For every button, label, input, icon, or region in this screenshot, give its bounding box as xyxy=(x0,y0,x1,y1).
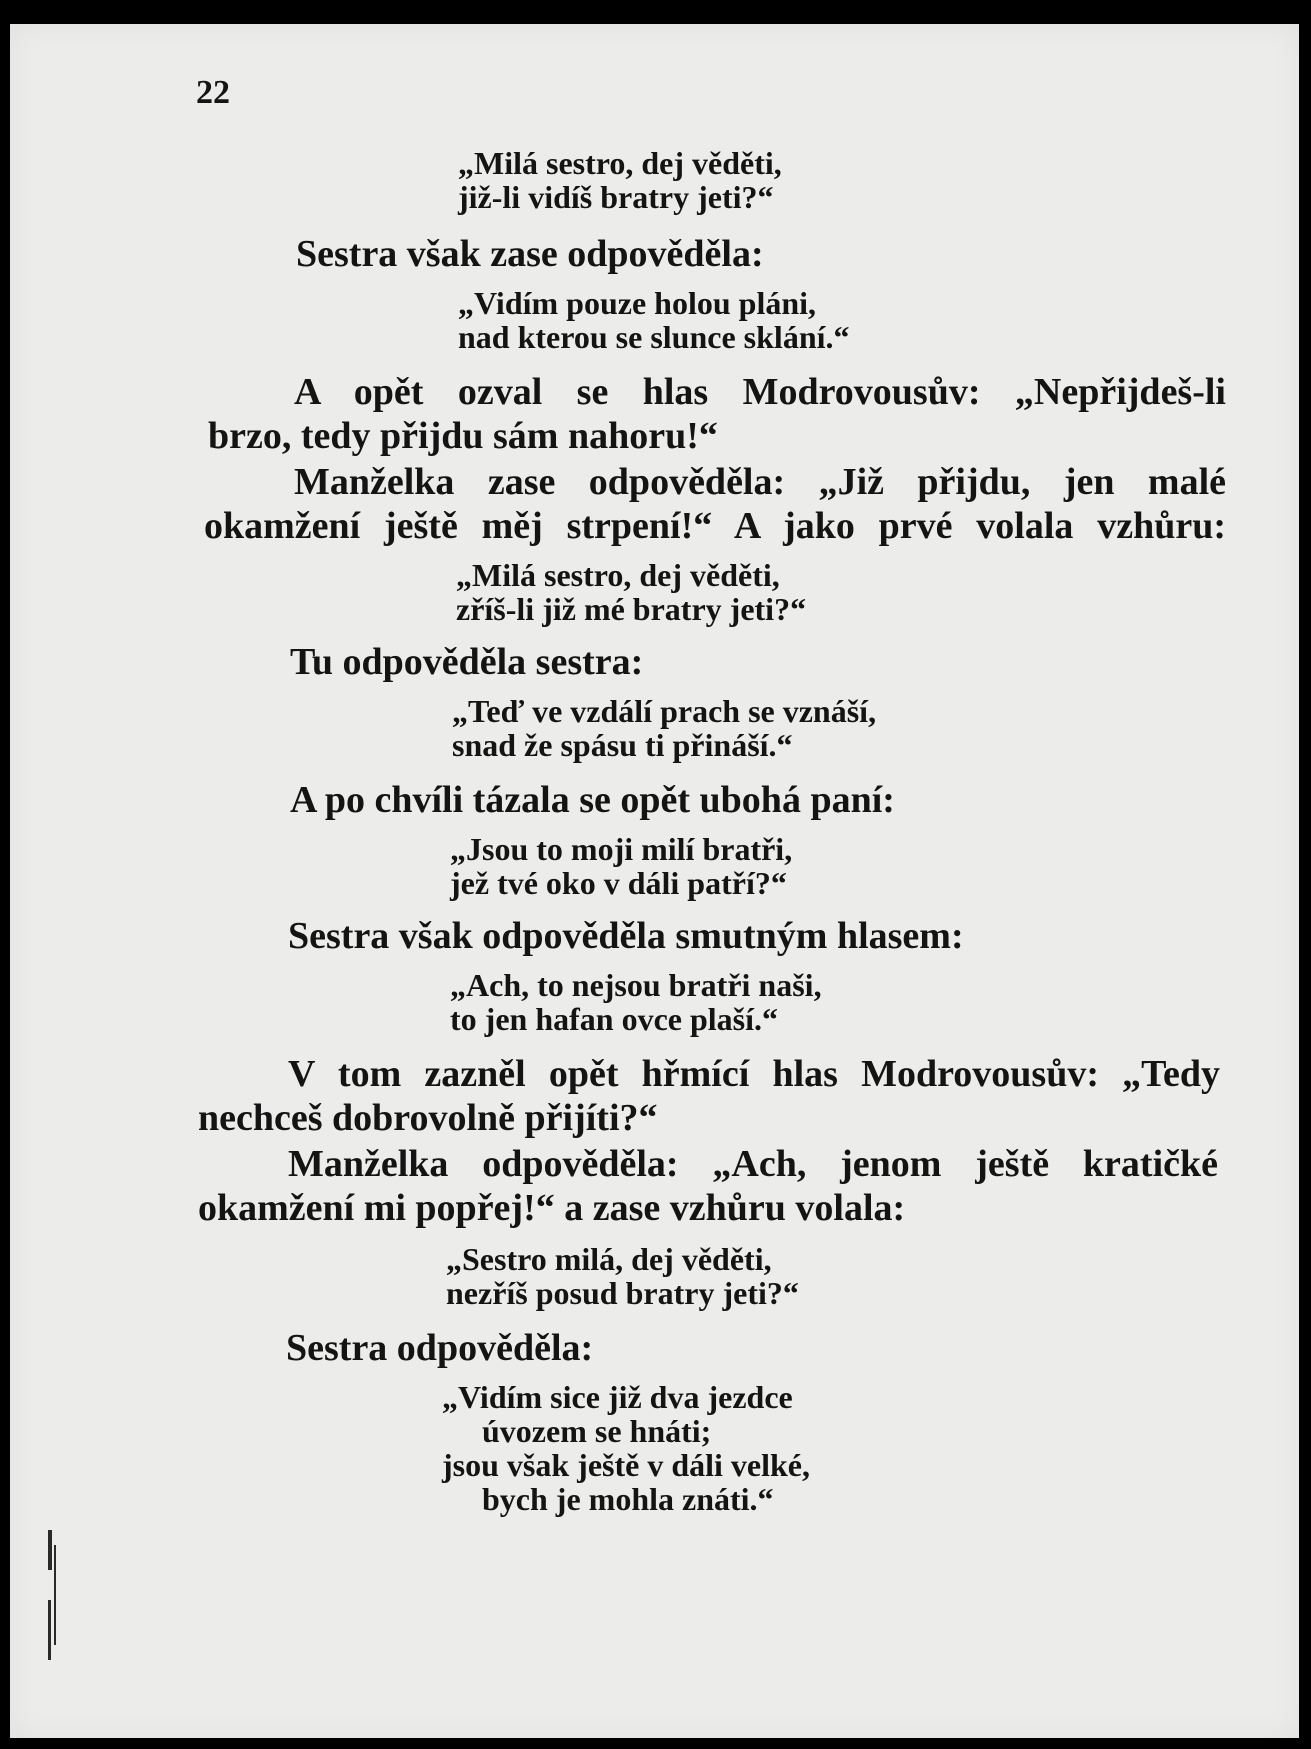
verse-line: „Vidím pouze holou pláni, xyxy=(458,285,817,321)
paragraph-8-line-1 xyxy=(288,1142,1218,1186)
paragraph-6 xyxy=(288,914,964,958)
prose-line: Sestra však odpověděla smutným hlasem: xyxy=(288,915,964,957)
scan-artifact-mark xyxy=(54,1545,56,1645)
verse-line: zříš-li již mé bratry jeti?“ xyxy=(456,591,807,627)
verse-line: bych je mohla znáti.“ xyxy=(482,1481,774,1517)
paragraph-3-line-2 xyxy=(204,504,1226,548)
verse-line: „Milá sestro, dej věděti, xyxy=(458,145,782,181)
paragraph-8-line-2 xyxy=(198,1186,905,1230)
page-number: 22 xyxy=(196,74,230,111)
verse-7 xyxy=(446,1242,799,1310)
verse-line: „Ach, to nejsou bratři naši, xyxy=(450,967,822,1003)
verse-line: „Jsou to moji milí bratři, xyxy=(450,831,793,867)
verse-line: snad že spásu ti přináší.“ xyxy=(452,727,793,763)
verse-line: nad kterou se slunce sklání.“ xyxy=(458,319,850,355)
paragraph-1 xyxy=(296,232,764,276)
paragraph-2-line-1 xyxy=(294,370,1226,414)
prose-line: Tu odpověděla sestra: xyxy=(290,641,644,683)
prose-line: A opět ozval se hlas Modrovousův: „Nepřijdeš-li xyxy=(294,371,1226,413)
verse-line: „Milá sestro, dej věděti, xyxy=(456,557,780,593)
prose-line: Sestra však zase odpověděla: xyxy=(296,233,764,275)
verse-1 xyxy=(458,146,782,214)
verse-line: to jen hafan ovce plaší.“ xyxy=(450,1001,778,1037)
paragraph-9 xyxy=(286,1326,593,1370)
verse-line: „Vidím sice již dva jezdce xyxy=(442,1379,793,1415)
prose-line: V tom zazněl opět hřmící hlas Modrovousův: „Tedy xyxy=(288,1053,1220,1095)
prose-line: Manželka zase odpověděla: „Již přijdu, jen malé xyxy=(294,461,1226,503)
verse-line: již-li vidíš bratry jeti?“ xyxy=(458,179,774,215)
verse-line: nezříš posud bratry jeti?“ xyxy=(446,1275,799,1311)
verse-4 xyxy=(452,694,876,762)
paragraph-5 xyxy=(290,778,895,822)
paragraph-7-line-1 xyxy=(288,1052,1220,1096)
prose-line: A po chvíli tázala se opět ubohá paní: xyxy=(290,779,895,821)
verse-3 xyxy=(456,558,806,626)
prose-line: okamžení ještě měj strpení!“ A jako prvé volala vzhůru: xyxy=(204,505,1226,547)
verse-8 xyxy=(442,1380,810,1516)
scan-artifact-mark xyxy=(48,1530,52,1570)
paragraph-4 xyxy=(290,640,643,684)
prose-line: nechceš dobrovolně přijíti?“ xyxy=(198,1097,658,1139)
verse-6 xyxy=(450,968,822,1036)
paragraph-3-line-1 xyxy=(294,460,1226,504)
prose-line: brzo, tedy přijdu sám nahoru!“ xyxy=(208,415,718,457)
paragraph-7-line-2 xyxy=(198,1096,658,1140)
verse-line: „Teď ve vzdálí prach se vznáší, xyxy=(452,693,877,729)
verse-5 xyxy=(450,832,792,900)
prose-line: okamžení mi popřej!“ a zase vzhůru volala: xyxy=(198,1187,906,1229)
paragraph-2-line-2 xyxy=(208,414,718,458)
prose-line: Manželka odpověděla: „Ach, jenom ještě kratičké xyxy=(288,1143,1218,1185)
verse-line: „Sestro milá, dej věděti, xyxy=(446,1241,772,1277)
verse-2 xyxy=(458,286,850,354)
verse-line: jež tvé oko v dáli patří?“ xyxy=(450,865,787,901)
scan-artifact-mark xyxy=(48,1600,51,1660)
prose-line: Sestra odpověděla: xyxy=(286,1327,594,1369)
verse-line: úvozem se hnáti; xyxy=(482,1413,712,1449)
verse-line: jsou však ještě v dáli velké, xyxy=(442,1447,810,1483)
